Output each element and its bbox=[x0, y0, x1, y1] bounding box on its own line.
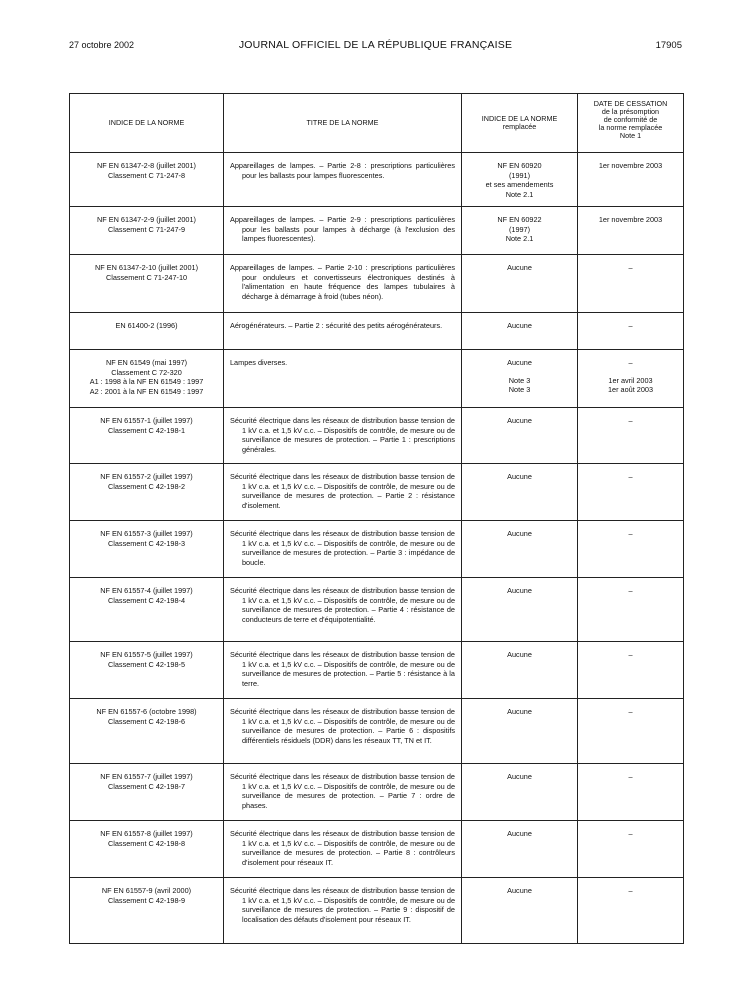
cessation-date: – bbox=[578, 699, 684, 764]
table-row bbox=[70, 578, 684, 642]
norm-index: NF EN 61557-6 (octobre 1998) Classement C 42-198-6 bbox=[70, 699, 224, 764]
norm-index: NF EN 61557-3 (juillet 1997) Classement C 42-198-3 bbox=[70, 521, 224, 578]
replaced-norm: Aucune bbox=[462, 521, 578, 578]
norm-index: NF EN 61557-8 (juillet 1997) Classement C 42-198-8 bbox=[70, 821, 224, 878]
table-row bbox=[70, 313, 684, 350]
table-row bbox=[70, 464, 684, 521]
replaced-norm: Aucune bbox=[462, 821, 578, 878]
replaced-norm: Aucune bbox=[462, 578, 578, 642]
column-header-cessation-date: DATE DE CESSATION de la présomption de conformité de la norme remplacée Note 1 bbox=[578, 94, 684, 153]
norm-index: NF EN 61347-2-8 (juillet 2001) Classement C 71-247-8 bbox=[70, 153, 224, 207]
column-header-index: INDICE DE LA NORME bbox=[70, 94, 224, 153]
publication-date: 27 octobre 2002 bbox=[69, 40, 135, 50]
norm-title: Sécurité électrique dans les réseaux de distribution basse tension de 1 kV c.a. et 1,5 kV c.c. – Dispositifs de contrôle, de mesure ou de surveillance de mesures de protection. – Partie 8 : contrôleurs d'isolement pour réseaux IT. bbox=[224, 821, 462, 878]
norm-index: NF EN 61347-2-10 (juillet 2001) Classement C 71-247-10 bbox=[70, 255, 224, 313]
cessation-date: – bbox=[578, 878, 684, 944]
table-row bbox=[70, 207, 684, 255]
replaced-norm: NF EN 60922 (1997) Note 2.1 bbox=[462, 207, 578, 255]
page-header bbox=[69, 40, 682, 54]
norm-title: Sécurité électrique dans les réseaux de distribution basse tension de 1 kV c.a. et 1,5 kV c.c. – Dispositifs de contrôle, de mesure ou de surveillance de mesures de protection. – Partie 6 : dispositifs différentiels résiduels (DDR) dans les réseaux TT, TN et IT. bbox=[224, 699, 462, 764]
norm-index: NF EN 61557-4 (juillet 1997) Classement C 42-198-4 bbox=[70, 578, 224, 642]
cessation-date: – bbox=[578, 464, 684, 521]
replaced-norm: Aucune bbox=[462, 878, 578, 944]
norm-title: Sécurité électrique dans les réseaux de distribution basse tension de 1 kV c.a. et 1,5 kV c.c. – Dispositifs de contrôle, de mesure ou de surveillance de mesures de protection. – Partie 1 : prescriptions générales. bbox=[224, 408, 462, 464]
replaced-norm: Aucune bbox=[462, 764, 578, 821]
norm-index: NF EN 61557-1 (juillet 1997) Classement C 42-198-1 bbox=[70, 408, 224, 464]
norm-title: Lampes diverses. bbox=[224, 350, 462, 408]
cessation-date: 1er novembre 2003 bbox=[578, 153, 684, 207]
journal-title: JOURNAL OFFICIEL DE LA RÉPUBLIQUE FRANÇAISE bbox=[238, 39, 513, 51]
page-number: 17905 bbox=[655, 40, 682, 51]
replaced-norm: Aucune bbox=[462, 255, 578, 313]
norm-index: NF EN 61557-2 (juillet 1997) Classement C 42-198-2 bbox=[70, 464, 224, 521]
norm-index: NF EN 61557-7 (juillet 1997) Classement C 42-198-7 bbox=[70, 764, 224, 821]
norm-title: Sécurité électrique dans les réseaux de distribution basse tension de 1 kV c.a. et 1,5 kV c.c. – Dispositifs de contrôle, de mesure ou de surveillance de mesures de protection. – Partie 7 : ordre de phases. bbox=[224, 764, 462, 821]
replaced-norm: NF EN 60920 (1991) et ses amendements Note 2.1 bbox=[462, 153, 578, 207]
norm-title: Sécurité électrique dans les réseaux de distribution basse tension de 1 kV c.a. et 1,5 kV c.c. – Dispositifs de contrôle, de mesure ou de surveillance de mesures de protection. – Partie 4 : résistance de conducteurs de terre et d'équipotentialité. bbox=[224, 578, 462, 642]
norm-title: Sécurité électrique dans les réseaux de distribution basse tension de 1 kV c.a. et 1,5 kV c.c. – Dispositifs de contrôle, de mesure ou de surveillance de mesures de protection. – Partie 3 : impédance de boucle. bbox=[224, 521, 462, 578]
cessation-date: – bbox=[578, 408, 684, 464]
table-row bbox=[70, 521, 684, 578]
table-row bbox=[70, 153, 684, 207]
replaced-norm: Aucune bbox=[462, 699, 578, 764]
norm-title: Sécurité électrique dans les réseaux de distribution basse tension de 1 kV c.a. et 1,5 kV c.c. – Dispositifs de contrôle, de mesure ou de surveillance de mesures de protection. – Partie 9 : dispositif de localisation des défauts d'isolement pour réseaux IT. bbox=[224, 878, 462, 944]
norms-table bbox=[69, 93, 684, 944]
replaced-norm: Aucune bbox=[462, 313, 578, 350]
table-row bbox=[70, 878, 684, 944]
norm-index: NF EN 61347-2-9 (juillet 2001) Classement C 71-247-9 bbox=[70, 207, 224, 255]
table-row bbox=[70, 821, 684, 878]
cessation-date: – bbox=[578, 642, 684, 699]
cessation-date: – bbox=[578, 255, 684, 313]
table-row bbox=[70, 642, 684, 699]
cessation-date: – bbox=[578, 521, 684, 578]
norm-title: Appareillages de lampes. – Partie 2-9 : prescriptions particulières pour les ballasts pour lampes à décharge (à l'exclusion des lampes fluorescentes). bbox=[224, 207, 462, 255]
table-row bbox=[70, 699, 684, 764]
column-header-title: TITRE DE LA NORME bbox=[224, 94, 462, 153]
norm-title: Appareillages de lampes. – Partie 2-10 : prescriptions particulières pour onduleurs et convertisseurs électroniques destinés à l'alimentation en haute fréquence des lampes tubulaires à décharge à démarrage à froid (tubes néon). bbox=[224, 255, 462, 313]
norm-index: NF EN 61549 (mai 1997) Classement C 72-320 A1 : 1998 à la NF EN 61549 : 1997 A2 : 2001 à la NF EN 61549 : 1997 bbox=[70, 350, 224, 408]
replaced-norm: Aucune bbox=[462, 408, 578, 464]
norm-index: NF EN 61557-5 (juillet 1997) Classement C 42-198-5 bbox=[70, 642, 224, 699]
norm-index: EN 61400-2 (1996) bbox=[70, 313, 224, 350]
cessation-date: 1er novembre 2003 bbox=[578, 207, 684, 255]
column-header-replaced: INDICE DE LA NORME remplacée bbox=[462, 94, 578, 153]
cessation-date: – bbox=[578, 764, 684, 821]
cessation-date: – bbox=[578, 578, 684, 642]
replaced-norm: Aucune Note 3 Note 3 bbox=[462, 350, 578, 408]
table-row bbox=[70, 350, 684, 408]
cessation-date: – bbox=[578, 313, 684, 350]
table-row bbox=[70, 408, 684, 464]
norm-title: Sécurité électrique dans les réseaux de distribution basse tension de 1 kV c.a. et 1,5 kV c.c. – Dispositifs de contrôle, de mesure ou de surveillance de mesures de protection. – Partie 5 : résistance à la terre. bbox=[224, 642, 462, 699]
norm-title: Sécurité électrique dans les réseaux de distribution basse tension de 1 kV c.a. et 1,5 kV c.c. – Dispositifs de contrôle, de mesure ou de surveillance de mesures de protection. – Partie 2 : résistance d'isolement. bbox=[224, 464, 462, 521]
replaced-norm: Aucune bbox=[462, 464, 578, 521]
table-row bbox=[70, 255, 684, 313]
cessation-date: – 1er avril 2003 1er août 2003 bbox=[578, 350, 684, 408]
table-row bbox=[70, 764, 684, 821]
norm-title: Appareillages de lampes. – Partie 2-8 : prescriptions particulières pour les ballasts pour lampes fluorescentes. bbox=[224, 153, 462, 207]
norm-title: Aérogénérateurs. – Partie 2 : sécurité des petits aérogénérateurs. bbox=[224, 313, 462, 350]
norm-index: NF EN 61557-9 (avril 2000) Classement C 42-198-9 bbox=[70, 878, 224, 944]
table-header-row bbox=[70, 94, 684, 153]
cessation-date: – bbox=[578, 821, 684, 878]
replaced-norm: Aucune bbox=[462, 642, 578, 699]
